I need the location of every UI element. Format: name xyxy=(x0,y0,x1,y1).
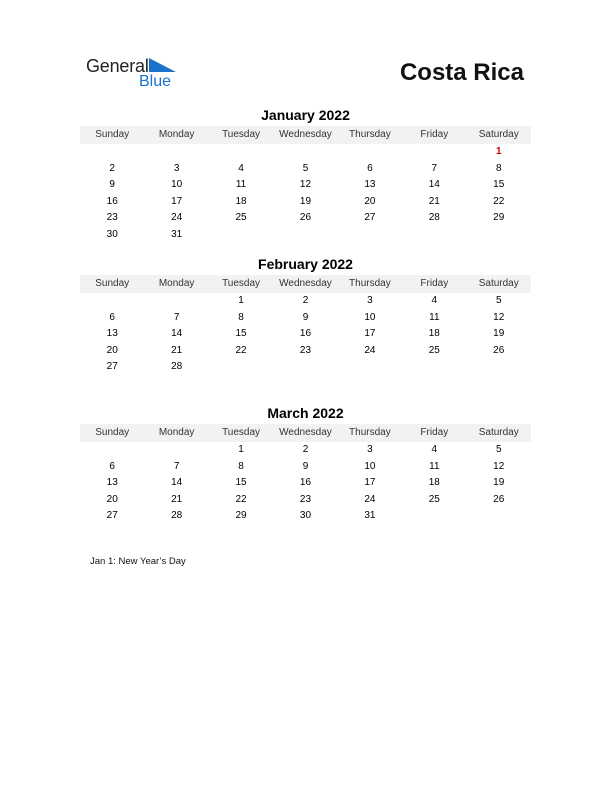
empty-day-cell xyxy=(273,144,337,161)
day-cell: 9 xyxy=(109,179,115,191)
day-cell: 13 xyxy=(106,477,118,489)
weekday-header: Tuesday xyxy=(222,129,261,140)
day-cell: 18 xyxy=(235,195,247,207)
day-cell: 22 xyxy=(493,195,505,207)
empty-day-cell xyxy=(402,227,466,244)
day-cell: 19 xyxy=(299,195,312,207)
week-row xyxy=(80,508,531,525)
day-cell: 6 xyxy=(109,460,115,472)
day-cell: 15 xyxy=(493,179,505,191)
weekday-header-row xyxy=(80,126,531,144)
day-cell: 18 xyxy=(428,477,440,489)
day-cell: 12 xyxy=(299,179,312,191)
day-cell: 9 xyxy=(302,460,309,472)
day-cell: 1 xyxy=(238,444,244,455)
week-row xyxy=(80,194,531,211)
weekday-header: Friday xyxy=(420,129,449,140)
logo-triangle-icon xyxy=(149,58,177,74)
weekday-header: Sunday xyxy=(95,427,130,438)
day-cell: 20 xyxy=(364,195,376,207)
empty-day-cell xyxy=(80,442,144,459)
day-cell: 19 xyxy=(493,477,505,489)
day-cell: 26 xyxy=(493,493,505,505)
day-cell: 29 xyxy=(235,510,247,522)
empty-day-cell xyxy=(338,227,402,244)
day-cell: 15 xyxy=(235,477,247,489)
day-cell: 23 xyxy=(106,212,118,224)
month-title: February 2022 xyxy=(258,256,353,272)
week-row xyxy=(80,144,531,161)
day-cell: 17 xyxy=(364,477,376,489)
day-cell: 16 xyxy=(299,328,312,340)
empty-day-cell xyxy=(273,359,337,376)
day-cell: 19 xyxy=(493,328,505,340)
day-cell: 24 xyxy=(171,212,183,224)
day-cell: 28 xyxy=(171,361,183,373)
day-cell: 5 xyxy=(495,444,502,455)
weekday-header: Wednesday xyxy=(279,278,332,289)
empty-day-cell xyxy=(80,293,144,310)
day-cell: 6 xyxy=(109,311,115,323)
day-cell: 11 xyxy=(235,179,247,191)
empty-day-cell xyxy=(402,359,466,376)
month-march xyxy=(80,404,531,525)
day-cell: 10 xyxy=(364,460,376,472)
day-cell: 2 xyxy=(302,444,309,455)
day-cell: 30 xyxy=(106,228,118,240)
empty-day-cell xyxy=(209,359,273,376)
day-cell: 26 xyxy=(299,212,312,224)
day-cell: 16 xyxy=(106,195,118,207)
day-cell: 23 xyxy=(299,344,312,356)
weekday-header: Sunday xyxy=(95,278,130,289)
weekday-header: Monday xyxy=(158,278,195,289)
week-row xyxy=(80,492,531,509)
day-cell: 5 xyxy=(302,162,309,174)
week-row xyxy=(80,177,531,194)
day-cell: 28 xyxy=(428,212,440,224)
week-row xyxy=(80,475,531,492)
weekday-header: Thursday xyxy=(349,129,391,140)
empty-day-cell xyxy=(273,227,337,244)
empty-day-cell xyxy=(467,227,531,244)
day-cell: 11 xyxy=(429,311,440,323)
day-cell: 27 xyxy=(364,212,376,224)
day-cell: 2 xyxy=(109,162,115,174)
day-cell: 14 xyxy=(171,328,183,340)
day-cell: 5 xyxy=(495,295,502,306)
week-row xyxy=(80,161,531,178)
day-cell: 20 xyxy=(106,493,118,505)
day-cell: 18 xyxy=(428,328,440,340)
empty-day-cell xyxy=(338,144,402,161)
day-cell: 17 xyxy=(171,195,183,207)
weekday-header: Tuesday xyxy=(222,278,261,289)
weekday-header: Monday xyxy=(158,129,195,140)
day-cell: 20 xyxy=(106,344,118,356)
day-cell: 3 xyxy=(367,295,373,306)
weekday-header: Thursday xyxy=(349,427,391,438)
month-january xyxy=(80,106,531,244)
day-cell: 8 xyxy=(495,162,502,174)
empty-day-cell xyxy=(209,227,273,244)
generalblue-logo xyxy=(86,56,196,92)
day-cell: 26 xyxy=(493,344,505,356)
day-cell: 15 xyxy=(235,328,247,340)
day-cell: 16 xyxy=(299,477,312,489)
holiday-notes xyxy=(90,556,186,567)
empty-day-cell xyxy=(144,442,208,459)
week-row xyxy=(80,293,531,310)
day-cell: 13 xyxy=(106,328,118,340)
day-cell: 31 xyxy=(364,510,376,522)
day-cell: 21 xyxy=(171,493,183,505)
empty-day-cell xyxy=(80,144,144,161)
week-row xyxy=(80,442,531,459)
day-cell: 27 xyxy=(106,510,118,522)
day-cell: 12 xyxy=(493,460,505,472)
empty-day-cell xyxy=(209,144,273,161)
day-cell: 22 xyxy=(235,493,247,505)
day-cell: 17 xyxy=(364,328,376,340)
week-row xyxy=(80,310,531,327)
day-cell: 10 xyxy=(171,179,183,191)
weekday-header: Wednesday xyxy=(279,427,332,438)
day-cell: 2 xyxy=(302,295,309,306)
week-row xyxy=(80,326,531,343)
weekday-header: Saturday xyxy=(478,427,519,438)
week-row xyxy=(80,459,531,476)
day-cell: 9 xyxy=(302,311,309,323)
day-cell: 29 xyxy=(493,212,505,224)
day-cell: 6 xyxy=(367,162,373,174)
weekday-header: Sunday xyxy=(95,129,130,140)
weekday-header: Tuesday xyxy=(222,427,261,438)
day-cell: 25 xyxy=(428,344,440,356)
weekday-header: Monday xyxy=(158,427,195,438)
day-cell: 30 xyxy=(299,510,312,522)
day-cell: 3 xyxy=(367,444,373,455)
day-cell: 13 xyxy=(364,179,376,191)
weekday-header-row xyxy=(80,424,531,442)
empty-day-cell xyxy=(402,508,466,525)
day-cell: 21 xyxy=(171,344,183,356)
day-cell: 1 xyxy=(495,146,502,157)
day-cell: 14 xyxy=(428,179,440,191)
day-cell: 25 xyxy=(235,212,247,224)
day-cell: 3 xyxy=(173,162,180,174)
day-cell: 7 xyxy=(173,311,180,323)
day-cell: 8 xyxy=(238,460,244,472)
day-cell: 11 xyxy=(429,460,440,472)
day-cell: 24 xyxy=(364,344,376,356)
month-february xyxy=(80,255,531,376)
empty-day-cell xyxy=(144,144,208,161)
weekday-header: Saturday xyxy=(478,129,519,140)
empty-day-cell xyxy=(338,359,402,376)
empty-day-cell xyxy=(467,359,531,376)
logo-text-blue: Blue xyxy=(139,73,172,90)
day-cell: 4 xyxy=(431,295,438,306)
day-cell: 25 xyxy=(428,493,440,505)
day-cell: 23 xyxy=(299,493,312,505)
weekday-header-row xyxy=(80,275,531,293)
weekday-header: Friday xyxy=(420,278,449,289)
day-cell: 10 xyxy=(364,311,376,323)
weekday-header: Saturday xyxy=(478,278,519,289)
weekday-header: Wednesday xyxy=(279,129,332,140)
day-cell: 4 xyxy=(238,162,244,174)
day-cell: 4 xyxy=(431,444,438,455)
week-row xyxy=(80,343,531,360)
day-cell: 27 xyxy=(106,361,118,373)
day-cell: 21 xyxy=(428,195,440,207)
day-cell: 22 xyxy=(235,344,247,356)
month-title: March 2022 xyxy=(267,405,344,421)
weekday-header: Thursday xyxy=(349,278,391,289)
holiday-note: Jan 1: New Year’s Day xyxy=(90,556,186,567)
week-row xyxy=(80,359,531,376)
weekday-header: Friday xyxy=(420,427,449,438)
day-cell: 7 xyxy=(173,460,180,472)
week-row xyxy=(80,227,531,244)
empty-day-cell xyxy=(402,144,466,161)
day-cell: 12 xyxy=(493,311,505,323)
day-cell: 8 xyxy=(238,311,244,323)
day-cell: 7 xyxy=(431,162,438,174)
empty-day-cell xyxy=(467,508,531,525)
logo-text-general: General xyxy=(86,56,149,76)
month-title: January 2022 xyxy=(261,107,350,123)
day-cell: 28 xyxy=(171,510,183,522)
week-row xyxy=(80,210,531,227)
day-cell: 1 xyxy=(238,295,244,306)
day-cell: 24 xyxy=(364,493,376,505)
day-cell: 14 xyxy=(171,477,183,489)
day-cell: 31 xyxy=(171,228,183,240)
country-title: Costa Rica xyxy=(399,59,524,86)
empty-day-cell xyxy=(144,293,208,310)
